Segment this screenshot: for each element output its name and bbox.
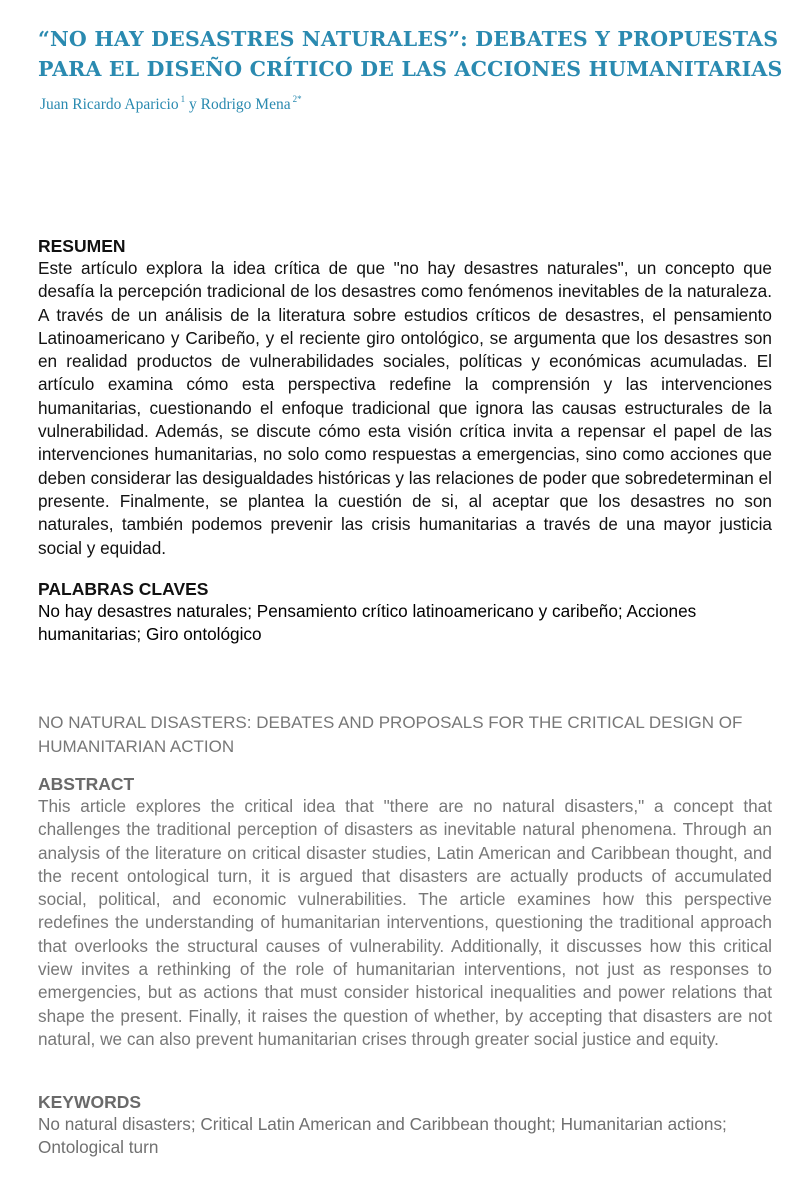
palabras-claves-text: No hay desastres naturales; Pensamiento crítico latinoamericano y caribeño; Acciones humanitarias; Giro ontológico [38,601,697,645]
palabras-claves-section [38,578,772,647]
resumen-section [38,235,772,560]
paper-title [38,24,783,84]
english-title: NO NATURAL DISASTERS: DEBATES AND PROPOSALS FOR THE CRITICAL DESIGN OF HUMANITARIAN ACTION [38,713,743,756]
abstract-section [38,773,772,1051]
author-list [40,94,302,114]
author-1-name: Juan Ricardo Aparicio [40,96,179,113]
resumen-text: Este artículo explora la idea crítica de que "no hay desastres naturales", un concepto que desafía la percepción tradicional de los desastres como fenómenos inevitables de la naturaleza. A través de un análisis de la literatura sobre estudios críticos de desastres, el pensamiento Latinoamericano y Caribeño, y el reciente giro ontológico, se argumenta que los desastres son en realidad productos de vulnerabilidades sociales, políticas y económicas acumuladas. El artículo examina cómo esta perspectiva redefine la comprensión y las intervenciones humanitarias, cuestionando el enfoque tradicional que ignora las causas estructurales de la vulnerabilidad. Además, se discute cómo esta visión crítica invita a repensar el papel de las intervenciones humanitarias, no solo como respuestas a emergencias, sino como acciones que deben considerar las desigualdades históricas y las relaciones de poder que sobredeterminan el presente. Finalmente, se plantea la cuestión de si, al aceptar que los desastres no son naturales, también podemos prevenir las crisis humanitarias a través de una mayor justicia social y equidad. [38,258,772,558]
author-connector: y [185,96,201,113]
paper-title-line-2: PARA EL DISEÑO CRÍTICO DE LAS ACCIONES HUMANITARIAS [38,57,783,81]
resumen-heading: RESUMEN [38,236,126,256]
abstract-heading: ABSTRACT [38,774,135,794]
keywords-heading: KEYWORDS [38,1092,142,1112]
paper-title-line-1: “NO HAY DESASTRES NATURALES”: DEBATES Y PROPUESTAS [38,27,779,51]
author-1-affiliation-mark: 1 [180,94,186,104]
palabras-claves-heading: PALABRAS CLAVES [38,579,209,599]
author-2-name: Rodrigo Mena [200,96,291,113]
abstract-text: This article explores the critical idea that "there are no natural disasters," a concept that challenges the traditional perception of disasters as inevitable natural phenomena. Through an analysis of the literature on critical disaster studies, Latin American and Caribbean thought, and the recent ontological turn, it is argued that disasters are actually products of accumulated social, political, and economic vulnerabilities. The article examines how this perspective redefines the understanding of humanitarian interventions, questioning the traditional approach that overlooks the structural causes of vulnerability. Additionally, it discusses how this critical view invites a rethinking of the role of humanitarian interventions, not just as responses to emergencies, but as actions that must consider historical inequalities and power relations that shape the present. Finally, it raises the question of whether, by accepting that disasters are not natural, we can also prevent humanitarian crises through greater social justice and equity. [38,796,772,1049]
keywords-text: No natural disasters; Critical Latin American and Caribbean thought; Humanitarian actions; Ontological turn [38,1114,727,1158]
english-title-section [38,711,772,758]
author-2-affiliation-mark: 2* [292,94,302,104]
keywords-section [38,1091,772,1160]
